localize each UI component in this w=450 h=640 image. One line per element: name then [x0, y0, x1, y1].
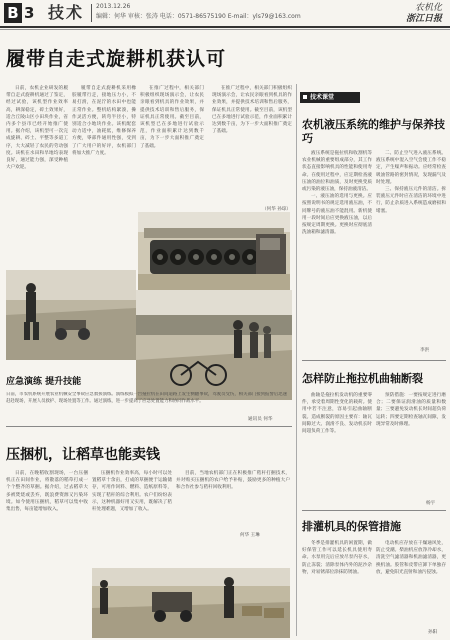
header-rule — [0, 26, 450, 28]
straw-col-1 — [6, 470, 88, 636]
lead-headline: 履带自走式旋耕机获认可 — [6, 48, 227, 70]
emergency-credit: 通讯员 何华 — [248, 417, 273, 422]
storage-headline: 排灌机具的保管措施 — [302, 520, 401, 533]
lead-col-2-text: 履带自走式旋耕机采用橡胶履带行走，接地压力小，不易打滑，在泥泞的水田中也能正常作业。整机结构紧凑，操作灵活方便，转弯半径小，特别适合小地块作业。该机配套动力适中，油耗低，维修保养方便，零部件通用性强，受到了广大用户的好评，农机部门将加大推广力度。 — [72, 86, 136, 156]
section-divider — [6, 426, 292, 427]
bearing-col-2-text: 预防措施：一要按规定进行磨合；二要保证润滑油的质量和数量；三要避免发动机长时间超负荷运转；四要定期检查轴瓦间隙，发现异常及时修理。 — [376, 393, 446, 427]
editor-info: 编辑：何华 审核：张涛 电话：0571-86575190 E-mail：yls79@163.com — [96, 13, 301, 20]
bearing-col-1-text: 曲轴是拖拉机发动机的重要零件，承受着周期性变化的载荷。使用中若不注意，容易引起曲轴断裂。造成断裂的原因主要有：轴瓦间隙过大、润滑不良、发动机长时间超负荷工作等。 — [302, 393, 372, 435]
issue-date: 2013.12.26 — [96, 3, 131, 10]
header-divider — [91, 4, 92, 22]
masthead-brand-line1: 农机化 — [414, 3, 442, 13]
tech-col-1-p1: 液压系统是拖拉机和收割机等农业机械的重要组成部分，其工作状态直接影响机具的性能和使用寿命。在使用过程中，应定期检查液压油的油位和油质，及时更换变质或污染的液压油，保持油液清洁。 — [302, 151, 372, 193]
lead-col-3-text: 在推广过程中，相关部门积极组织现场演示会，让农民亲眼看到机具的作业效果，并提供技术培训和售后服务，保证机具正常使用。截至目前，该机型已在多地进行试验示范，作业面积累计达到数千亩，为下一步大面积推广奠定了基础。 — [140, 86, 204, 149]
straw-col-1-text: 日前，在晚稻收割现场，一台压捆机正在田间作业，将散落的稻草打成一个个整齐的草捆。据介绍，过去稻草大多被焚烧或丢弃，既浪费资源又污染环境。如今使用压捆机，稻草可以集中收集出售，每亩能增加收入。 — [6, 471, 88, 513]
lead-col-1 — [6, 85, 68, 267]
straw-col-3-text: 目前，当地农机部门正在积极推广秸秆打捆技术，并对购买压捆机的农户给予补贴，鼓励更多的种植大户和合作社参与秸秆回收利用。 — [176, 471, 290, 491]
tech-headline: 农机液压系统的维护与保养技巧 — [302, 118, 445, 145]
storage-author: 孙阳 — [428, 630, 438, 635]
page-number: 3 — [24, 4, 35, 22]
tiller-photo — [138, 212, 290, 290]
tech-col-2-p2: 三、保持液压元件的清洁。拆装液压元件时应在清洁的环境中进行，防止杂质进入系统造成磨损和堵塞。 — [376, 187, 446, 214]
header-rule-thin — [0, 29, 450, 30]
lead-col-1-text: 日前，农机企业研发的履带自走式旋耕机通过了鉴定，经过试验，该机型作业效率高，耕深稳定，碎土效果好，适合丘陵山区小田块作业，省内多个县市已经开始推广使用。据介绍，该机型可一次完成旋耕、碎土、平整等多道工序，大大减轻了农民的劳动强度。该机在水田和旱地均表现良好，通过能力强，深受种植大户欢迎。 — [6, 86, 68, 171]
straw-col-2-text: 压捆机作业效率高，每小时可以处置稻草十余亩，打成的草捆便于运输储存，可用作饲料、燃料、造纸原料等，实现了秸秆的综合利用。农户们纷纷表示，这种机器好用又实用，既解决了秸秆处理难题，又增加了收入。 — [92, 471, 172, 513]
storage-col-1 — [302, 540, 372, 636]
bearing-headline: 怎样防止拖拉机曲轴断裂 — [302, 372, 423, 385]
straw-col-3 — [176, 470, 290, 532]
storage-col-2-text: 电动机应存放在干燥通风处，防止受潮。柴油机应放净冷却水，清洗空气滤清器和机油滤清器，更换机油。胶管和皮带应卸下单独存放，避免阳光直射和油污侵蚀。 — [376, 541, 446, 575]
storage-col-2 — [376, 540, 446, 630]
drill-photo-left — [6, 270, 136, 360]
storage-col-1-text: 冬季是排灌机具的闲置期，做好保管工作可以延长机具使用寿命。水泵用完后应放尽泵内存水，防止冻裂；清除泵体内外的泥沙杂物，对易锈部位涂抹防锈油。 — [302, 541, 372, 575]
column-divider — [296, 84, 297, 636]
right-divider-2 — [302, 510, 446, 511]
lead-col-3 — [140, 85, 204, 205]
section-title: 技术 — [48, 3, 85, 22]
tech-col-2 — [376, 150, 446, 350]
tech-col-2-p1: 二、防止空气进入液压系统。液压系统中混入空气会使工作不稳定，产生噪声和振动。应经常检查吸油管路的密封情况，发现漏气及时处理。 — [376, 151, 446, 185]
straw-headline: 压捆机，让稻草也能卖钱 — [6, 447, 160, 463]
bearing-author: 杨宇 — [426, 501, 436, 506]
bearing-col-1 — [302, 392, 372, 504]
lead-col-2 — [72, 85, 136, 267]
tech-column-tag: 技术课堂 — [300, 92, 360, 103]
tech-col-1 — [302, 150, 372, 350]
baler-photo — [92, 568, 290, 638]
straw-col-2 — [92, 470, 172, 565]
masthead-brand-line2: 浙江日报 — [405, 14, 442, 24]
emergency-caption: 日前，市农机系统开展农业机械安全事故应急救援演练。演练模拟一台拖拉机在田间道路上发生侧翻事故，驾驶员受伤，相关部门接到报警后迅速赶赴现场，开展人员救护、现场处置等工作。通过演练，进一步提高了应急处置能力和协同作战水平。 — [6, 392, 288, 404]
right-divider-1 — [302, 360, 446, 361]
emergency-headline: 应急演练 提升技能 — [6, 377, 82, 387]
lead-author: （何华 孙琼） — [262, 207, 292, 212]
lead-col-4 — [212, 85, 292, 205]
drill-photo-main — [136, 290, 292, 400]
bearing-col-2 — [376, 392, 446, 504]
straw-author: 何华 王琳 — [240, 533, 260, 538]
tech-col-1-p2: 一、液压油的选用与更换。应按照说明书的规定选用液压油，不同牌号的液压油不能混用。新机使用一段时间后应更换液压油，以后按规定周期更换。更换时应彻底清洗油箱和滤清器。 — [302, 194, 372, 236]
lead-col-4-text: 在推广过程中，相关部门积极组织现场演示会，让农民亲眼看到机具的作业效果，并提供技术培训和售后服务，保证机具正常使用。截至目前，该机型已在多地进行试验示范，作业面积累计达到数千亩，为下一步大面积推广奠定了基础。 — [212, 86, 292, 135]
tech-author: 李洪 — [420, 348, 430, 353]
section-letter: B — [4, 3, 22, 23]
